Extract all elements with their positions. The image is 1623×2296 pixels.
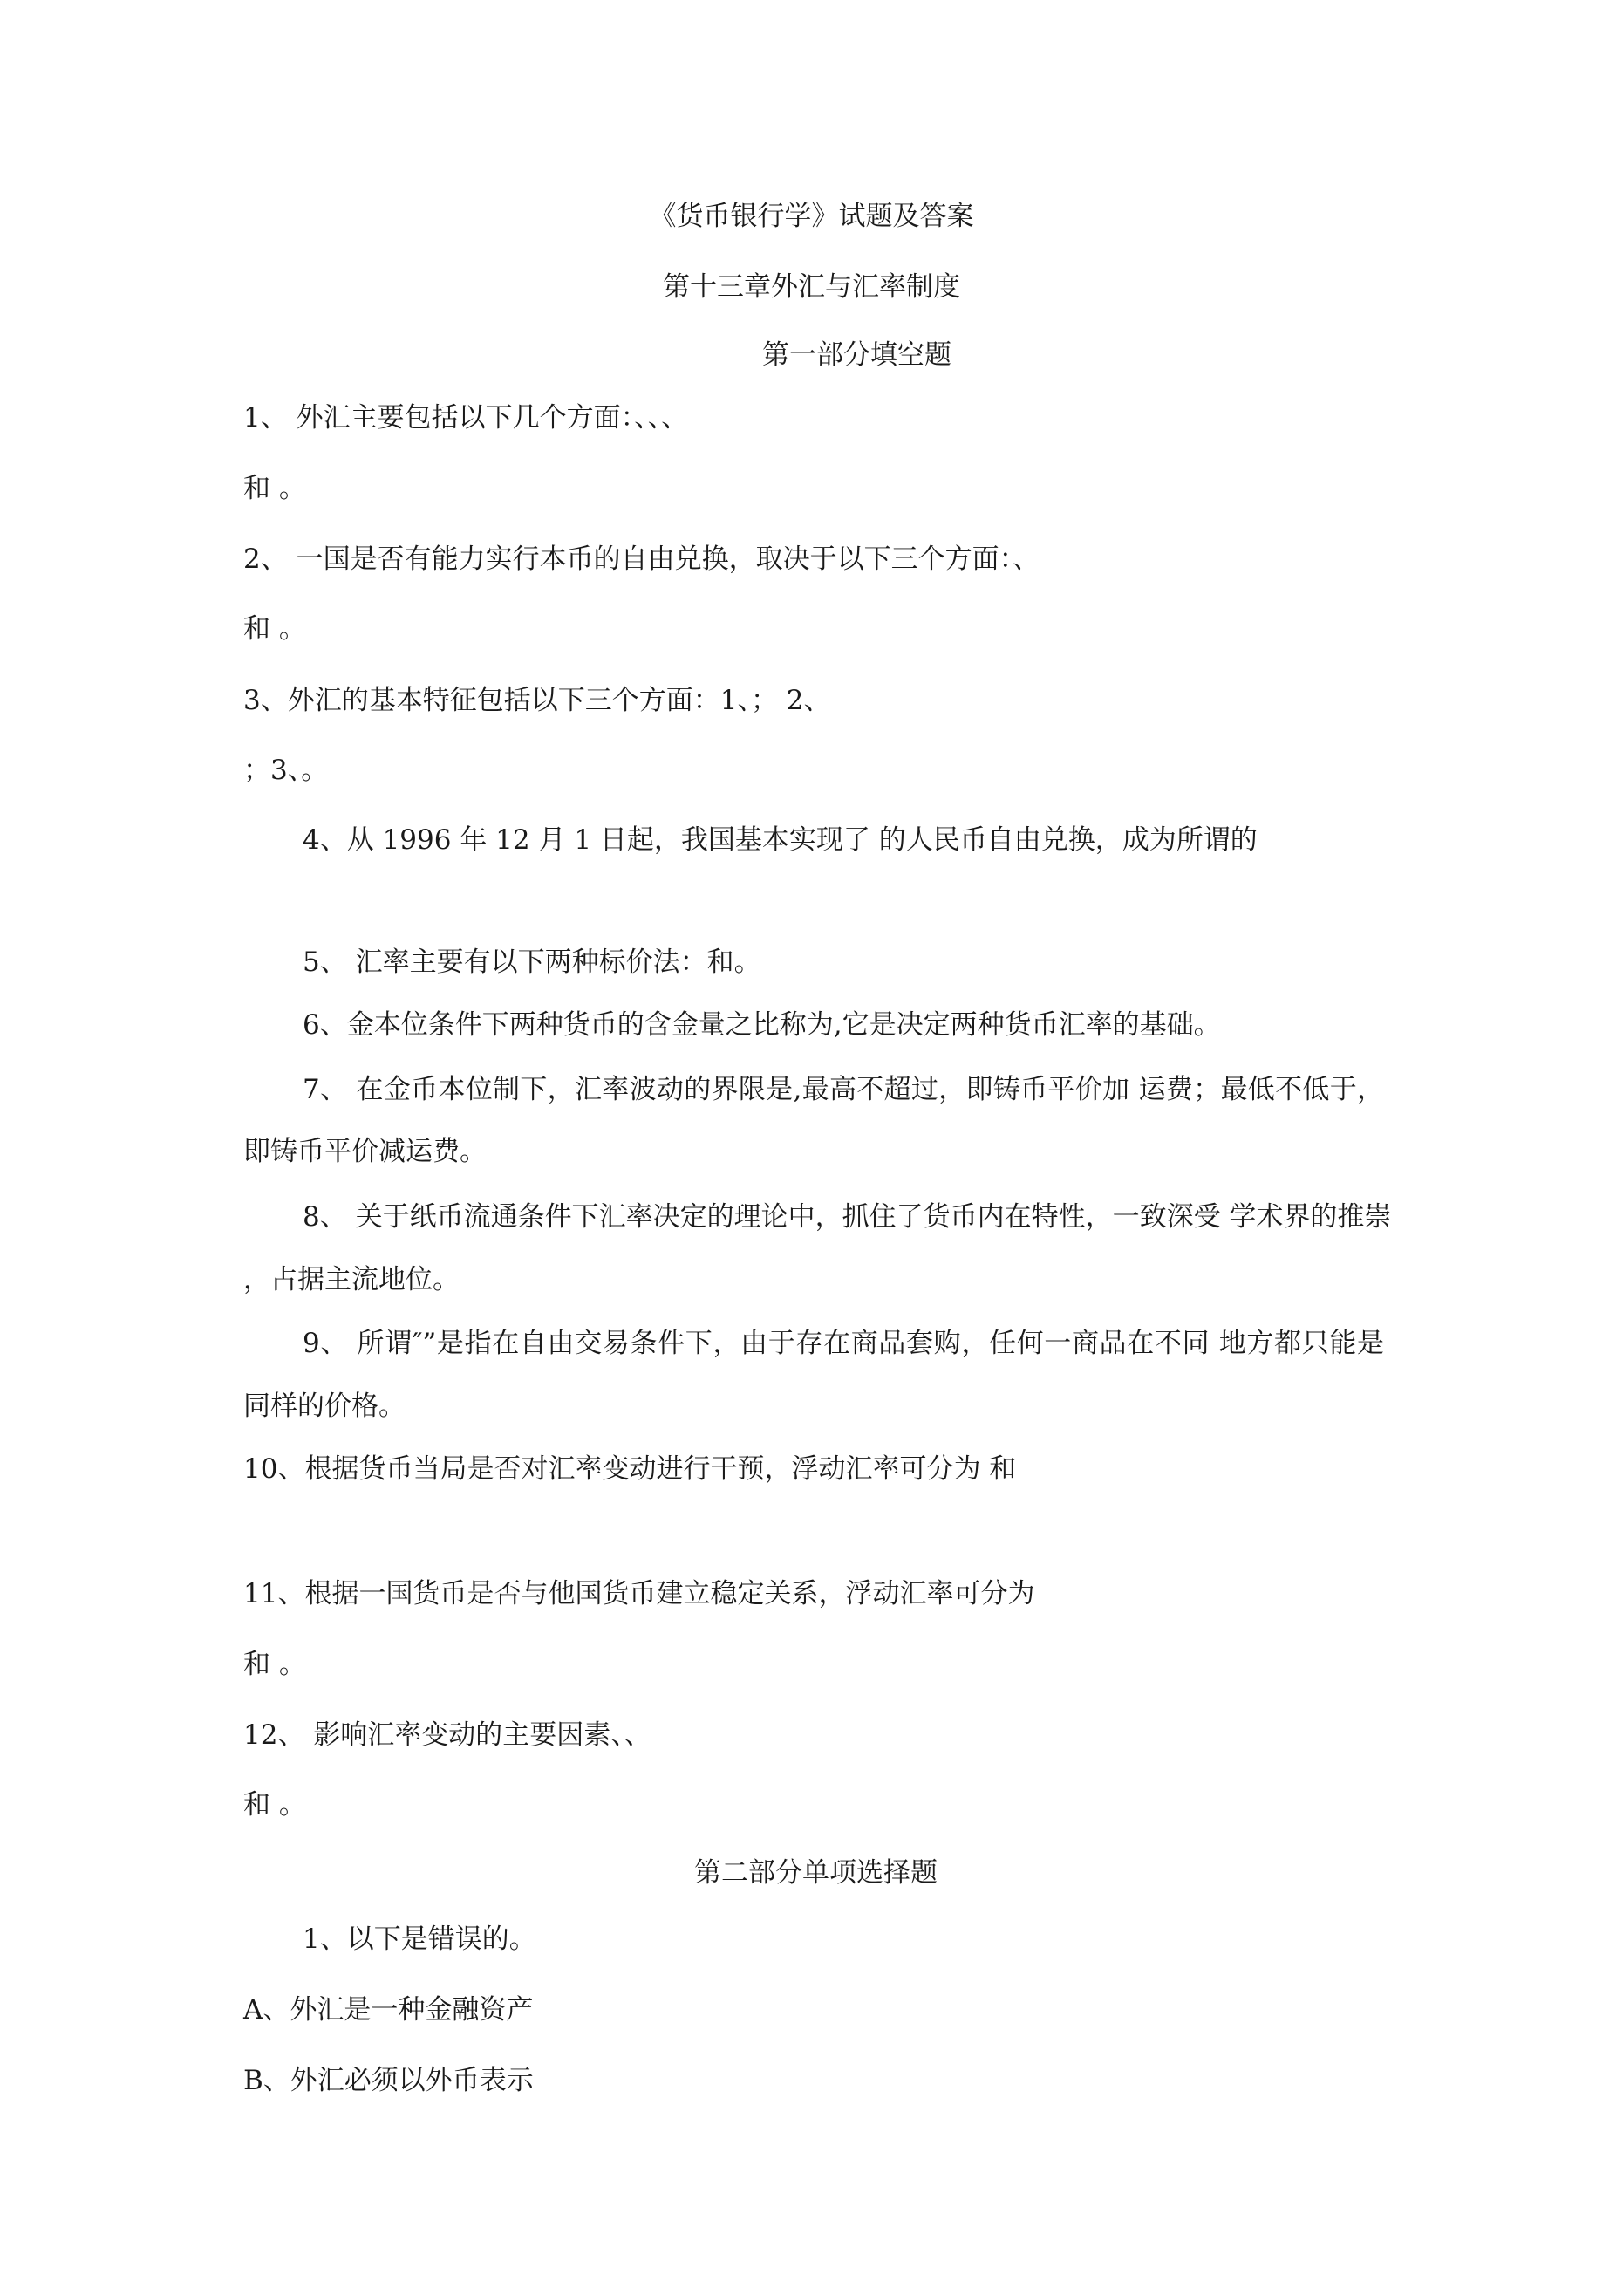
- question-line: 9、 所谓″”是指在自由交易条件下，由于存在商品套购，任何一商品在不同 地方都只能是: [303, 1328, 1384, 1359]
- part1-heading: 第一部分填空题: [762, 339, 951, 371]
- question-line: 同样的价格。: [243, 1391, 406, 1422]
- question-line: 和 。: [243, 1649, 306, 1680]
- question-line: 7、 在金币本位制下，汇率波动的界限是,最高不超过，即铸币平价加 运费；最低不低于，: [303, 1074, 1384, 1105]
- option-line: B、外汇必须以外币表示: [243, 2065, 534, 2096]
- question-line: 和 。: [243, 613, 306, 645]
- question-line: 即铸币平价减运费。: [243, 1136, 487, 1167]
- question-line: ，占据主流地位。: [243, 1264, 460, 1295]
- question-line: 10、根据货币当局是否对汇率变动进行干预，浮动汇率可分为 和: [243, 1453, 1017, 1485]
- question-line: 和 。: [243, 473, 306, 504]
- option-line: A、外汇是一种金融资产: [243, 1994, 534, 2026]
- question-line: 和 。: [243, 1789, 306, 1821]
- part2-heading: 第二部分单项选择题: [694, 1857, 938, 1889]
- question-line: 6、金本位条件下两种货币的含金量之比称为,它是决定两种货币汇率的基础。: [303, 1009, 1221, 1041]
- question-line: 4、从 1996 年 12 月 1 日起，我国基本实现了 的人民币自由兑换，成为所谓的: [303, 824, 1258, 856]
- question-line: 1、以下是错误的。: [303, 1924, 536, 1955]
- question-line: 11、根据一国货币是否与他国货币建立稳定关系，浮动汇率可分为: [243, 1578, 1035, 1609]
- question-line: 8、 关于纸币流通条件下汇率决定的理论中，抓住了货币内在特性，一致深受 学术界的推崇: [303, 1201, 1392, 1233]
- question-line: 5、 汇率主要有以下两种标价法：和。: [303, 946, 761, 978]
- question-line: 3、外汇的基本特征包括以下三个方面：1、； 2、: [243, 685, 831, 716]
- question-line: 2、 一国是否有能力实行本币的自由兑换，取决于以下三个方面：、: [243, 543, 1040, 575]
- question-line: 12、 影响汇率变动的主要因素、、: [243, 1719, 651, 1751]
- question-line: 1、 外汇主要包括以下几个方面：、、、: [243, 402, 689, 434]
- document-title: 《货币银行学》试题及答案: [649, 201, 974, 232]
- chapter-title: 第十三章外汇与汇率制度: [663, 271, 960, 303]
- question-line: ；3、。: [243, 755, 329, 786]
